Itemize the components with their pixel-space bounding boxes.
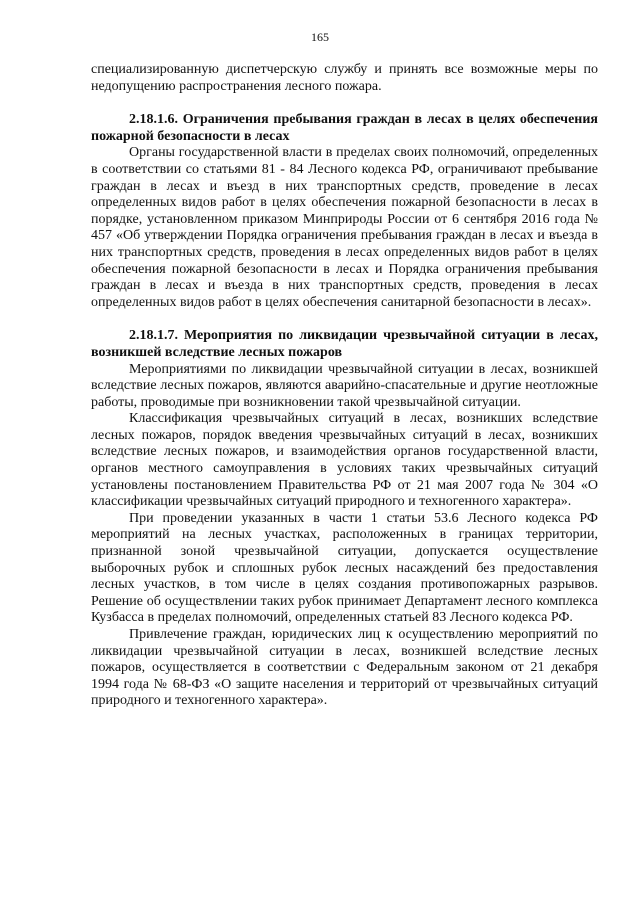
intro-paragraph: специализированную диспетчерскую службу и принять все возможные меры по недопущению распространения лесного пожара. [91, 62, 598, 94]
body-paragraph: Классификация чрезвычайных ситуаций в лесах, возникших вследствие лесных пожаров, порядок введения чрезвычайных ситуаций в лесах, возникших вследствие лесных пожаров, и взаимодействия органов государственной власти, органов местного самоуправления в условиях таких чрезвычайных ситуаций установлены постановлением Правительства РФ от 21 мая 2007 года № 304 «О классификации чрезвычайных ситуаций природного и техногенного характера». [91, 411, 598, 510]
body-paragraph: При проведении указанных в части 1 статьи 53.6 Лесного кодекса РФ мероприятий на лесных участках, расположенных в границах территории, признанной зоной чрезвычайной ситуации, допускается осуществление выборочных рубок и сплошных рубок лесных насаждений без предоставления лесных участков, в том числе в целях создания противопожарных разрывов. Решение об осуществлении таких рубок принимает Департамент лесного комплекса Кузбасса в пределах полномочий, определенных статьей 83 Лесного кодекса РФ. [91, 510, 598, 626]
body-paragraph: Мероприятиями по ликвидации чрезвычайной ситуации в лесах, возникшей вследствие лесных пожаров, являются аварийно-спасательные и другие неотложные работы, проводимые при возникновении такой чрезвычайной ситуации. [91, 361, 598, 410]
page-number: 165 [311, 30, 329, 44]
section-heading-2-18-1-6: 2.18.1.6. Ограничения пребывания граждан в лесах в целях обеспечения пожарной безопасности в лесах [91, 112, 598, 144]
section-heading-2-18-1-7: 2.18.1.7. Мероприятия по ликвидации чрезвычайной ситуации в лесах, возникшей вследствие лесных пожаров [91, 328, 598, 360]
body-paragraph: Органы государственной власти в пределах своих полномочий, определенных в соответствии со статьями 81 - 84 Лесного кодекса РФ, ограничивают пребывание граждан в лесах и въезд в них транспортных средств, проведение в лесах определенных видов работ в целях обеспечения пожарной безопасности в лесах в порядке, установленном приказом Минприроды России от 6 сентября 2016 года № 457 «Об утверждении Порядка ограничения пребывания граждан в лесах и въезда в них транспортных средств, проведения в лесах определенных видов работ в целях обеспечения пожарной безопасности в лесах и Порядка ограничения пребывания граждан в лесах и въезда в них транспортных средств, проведения в лесах определенных видов работ в целях обеспечения санитарной безопасности в лесах». [91, 145, 598, 310]
body-paragraph: Привлечение граждан, юридических лиц к осуществлению мероприятий по ликвидации чрезвычайной ситуации в лесах, возникшей вследствие лесных пожаров, осуществляется в соответствии с Федеральным законом от 21 декабря 1994 года № 68-ФЗ «О защите населения и территорий от чрезвычайных ситуаций природного и техногенного характера». [91, 627, 598, 709]
document-body [91, 62, 598, 710]
